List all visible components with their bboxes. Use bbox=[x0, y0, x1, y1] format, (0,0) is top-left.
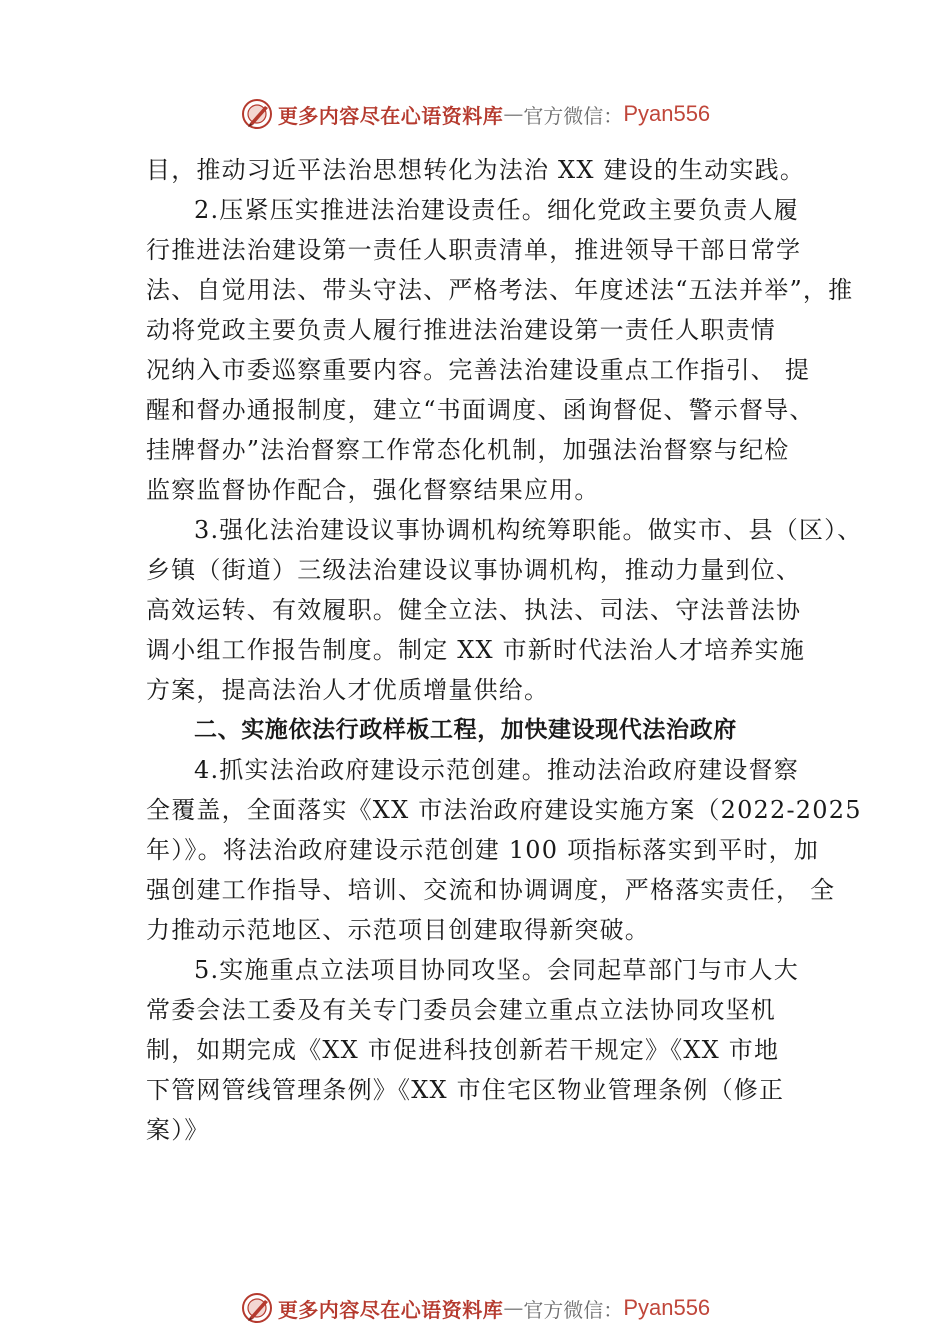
text-line: 4.抓实法治政府建设示范创建。推动法治政府建设督察 bbox=[194, 756, 799, 784]
text-line: 二、实施依法行政样板工程，加快建设现代法治政府 bbox=[194, 717, 737, 743]
text-line: 年）》。将法治政府建设示范创建 100 项指标落实到平时，加 bbox=[146, 836, 820, 864]
pen-logo-icon bbox=[240, 1291, 274, 1325]
watermark-separator: — bbox=[503, 1296, 524, 1320]
text-line: 乡镇（街道）三级法治建设议事协调机构，推动力量到位、 bbox=[146, 556, 802, 584]
text-line: 力推动示范地区、示范项目创建取得新突破。 bbox=[146, 916, 650, 944]
text-line: 3.强化法治建设议事协调机构统筹职能。做实市、县（区）、 bbox=[194, 516, 863, 544]
watermark-brand: 更多内容尽在心语资料库 bbox=[277, 103, 504, 128]
watermark-separator: — bbox=[503, 102, 524, 126]
text-line: 强创建工作指导、培训、交流和协调调度，严格落实责任， 全 bbox=[146, 876, 836, 904]
pen-logo-icon bbox=[240, 97, 274, 131]
paragraph bbox=[146, 950, 808, 1150]
text-line: 行推进法治建设第一责任人职责清单，推进领导干部日常学 bbox=[146, 236, 802, 264]
text-line: 常委会法工委及有关专门委员会建立重点立法协同攻坚机 bbox=[146, 996, 776, 1024]
footer-watermark bbox=[0, 1288, 950, 1328]
text-line: 下管网管线管理条例》《XX 市住宅区物业管理条例（修正 bbox=[146, 1076, 785, 1104]
watermark-wechat-id: Pyan556 bbox=[623, 1295, 711, 1320]
watermark-brand: 更多内容尽在心语资料库 bbox=[277, 1297, 504, 1322]
text-line: 调小组工作报告制度。制定 XX 市新时代法治人才培养实施 bbox=[146, 636, 806, 664]
text-line: 2.压紧压实推进法治建设责任。细化党政主要负责人履 bbox=[194, 196, 799, 224]
watermark-wechat-id: Pyan556 bbox=[623, 101, 711, 126]
paragraph bbox=[146, 750, 862, 950]
paragraph bbox=[146, 510, 863, 710]
watermark-label: 官方微信： bbox=[523, 103, 624, 128]
text-line: 动将党政主要负责人履行推进法治建设第一责任人职责情 bbox=[146, 316, 776, 344]
paragraph bbox=[146, 150, 808, 190]
text-line: 目，推动习近平法治思想转化为法治 XX 建设的生动实践。 bbox=[146, 156, 806, 184]
text-line: 况纳入市委巡察重要内容。完善法治建设重点工作指引、 提 bbox=[146, 356, 811, 384]
text-line: 方案，提高法治人才优质增量供给。 bbox=[146, 676, 550, 704]
text-line: 挂牌督办”法治督察工作常态化机制，加强法治督察与纪检 bbox=[146, 436, 790, 464]
watermark-label: 官方微信： bbox=[523, 1297, 624, 1322]
text-line: 案）》 bbox=[146, 1116, 210, 1144]
text-line: 醒和督办通报制度，建立“书面调度、函询督促、警示督导、 bbox=[146, 396, 815, 424]
text-line: 全覆盖，全面落实《XX 市法治政府建设实施方案（2022-2025 bbox=[146, 796, 862, 824]
text-line: 制，如期完成《XX 市促进科技创新若干规定》《XX 市地 bbox=[146, 1036, 780, 1064]
header-watermark bbox=[0, 94, 950, 134]
text-line: 监察监督协作配合，强化督察结果应用。 bbox=[146, 476, 600, 504]
text-line: 5.实施重点立法项目协同攻坚。会同起草部门与市人大 bbox=[194, 956, 799, 984]
document-body bbox=[146, 150, 863, 1150]
paragraph bbox=[146, 190, 854, 510]
text-line: 法、自觉用法、带头守法、严格考法、年度述法“五法并举”，推 bbox=[146, 276, 854, 304]
section-heading bbox=[146, 710, 808, 750]
text-line: 高效运转、有效履职。健全立法、执法、司法、守法普法协 bbox=[146, 596, 802, 624]
